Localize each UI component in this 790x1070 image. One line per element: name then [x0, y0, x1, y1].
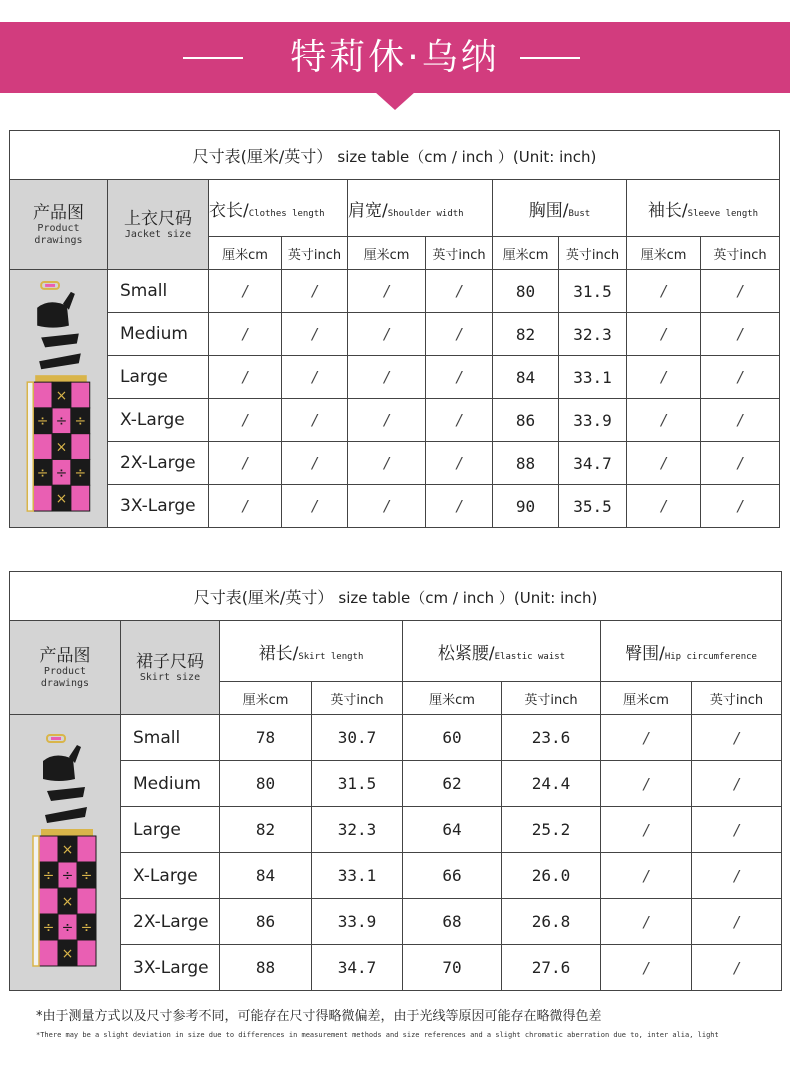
product-image-cell [10, 715, 121, 991]
unit-inch: 英寸inch [282, 237, 348, 270]
size-label: 3X-Large [121, 945, 220, 991]
jacket-size-header-zh: 上衣尺码 [124, 208, 192, 229]
svg-text:÷: ÷ [42, 919, 55, 936]
table-cell: 24.4 [502, 761, 601, 807]
table-cell: 86 [493, 399, 559, 442]
table-cell: / [209, 485, 282, 528]
table-cell: / [692, 807, 782, 853]
table-cell: / [348, 313, 426, 356]
svg-text:×: × [61, 841, 74, 858]
svg-text:÷: ÷ [42, 867, 55, 884]
table-cell: 31.5 [312, 761, 403, 807]
table-cell: / [282, 313, 348, 356]
unit-cm: 厘米cm [601, 682, 692, 715]
col-zh: 臀围/ [625, 643, 665, 664]
table-row [10, 270, 780, 313]
col-zh: 松紧腰/ [437, 643, 495, 664]
table-cell: 78 [220, 715, 312, 761]
disclaimer-en: *There may be a slight deviation in size due to differences in measurement methods and size references and a slight chromatic aberration due to, inter alia, light [36, 1031, 719, 1039]
table-cell: 26.8 [502, 899, 601, 945]
skirt-size-header-zh: 裙子尺码 [136, 651, 204, 672]
col-en: Sleeve length [687, 208, 759, 219]
unit-inch: 英寸inch [692, 682, 782, 715]
table-cell: / [692, 715, 782, 761]
table-cell: / [701, 485, 780, 528]
table-cell: 88 [220, 945, 312, 991]
table-cell: / [282, 270, 348, 313]
jacket-title-en: size table（cm / inch ）(Unit: inch) [337, 147, 597, 166]
table-cell: / [701, 399, 780, 442]
table-cell: 90 [493, 485, 559, 528]
table-cell: / [426, 356, 493, 399]
table-cell: / [426, 485, 493, 528]
table-cell: / [627, 442, 701, 485]
size-label: Small [108, 270, 209, 313]
size-label: Large [121, 807, 220, 853]
table-cell: / [627, 485, 701, 528]
table-cell: 32.3 [312, 807, 403, 853]
table-cell: 34.7 [312, 945, 403, 991]
col-zh: 衣长/ [209, 200, 249, 221]
table-row [10, 853, 782, 899]
table-cell: / [701, 270, 780, 313]
table-cell: / [701, 356, 780, 399]
svg-text:×: × [55, 490, 67, 507]
table-cell: 26.0 [502, 853, 601, 899]
unit-cm: 厘米cm [348, 237, 426, 270]
product-drawings-header [10, 180, 108, 270]
jacket-size-header [108, 180, 209, 270]
product-image-cell [10, 270, 108, 528]
col-en: Elastic waist [494, 651, 566, 662]
table-cell: 27.6 [502, 945, 601, 991]
table-cell: 84 [220, 853, 312, 899]
table-cell: / [209, 399, 282, 442]
table-cell: / [426, 442, 493, 485]
table-cell: / [627, 356, 701, 399]
product-drawings-header [10, 621, 121, 715]
col-en: Skirt length [298, 651, 364, 662]
table-cell: 82 [220, 807, 312, 853]
table-cell: / [601, 899, 692, 945]
table-cell: / [348, 485, 426, 528]
bust-header [493, 180, 627, 237]
skirt-size-header [121, 621, 220, 715]
svg-text:×: × [55, 387, 67, 404]
table-cell: 70 [403, 945, 502, 991]
table-cell: / [209, 442, 282, 485]
table-cell: 62 [403, 761, 502, 807]
table-cell: / [209, 313, 282, 356]
svg-text:÷: ÷ [55, 464, 67, 481]
table-cell: 34.7 [559, 442, 627, 485]
skirt-size-header-en: Skirt size [139, 671, 201, 683]
size-label: X-Large [108, 399, 209, 442]
skirt-table-title [10, 572, 782, 621]
table-cell: 33.1 [312, 853, 403, 899]
col-zh: 肩宽/ [348, 200, 388, 221]
size-label: 2X-Large [108, 442, 209, 485]
clothes-length-header [209, 180, 348, 237]
col-en: Bust [568, 208, 591, 219]
table-cell: / [692, 853, 782, 899]
table-cell: / [692, 899, 782, 945]
table-cell: 86 [220, 899, 312, 945]
unit-cm: 厘米cm [220, 682, 312, 715]
col-zh: 袖长/ [647, 200, 688, 221]
skirt-title-zh: 尺寸表(厘米/英寸） [193, 587, 334, 607]
table-cell: / [282, 356, 348, 399]
svg-text:÷: ÷ [36, 464, 48, 481]
table-cell: / [701, 442, 780, 485]
table-cell: / [701, 313, 780, 356]
table-cell: 64 [403, 807, 502, 853]
table-cell: 80 [220, 761, 312, 807]
unit-cm: 厘米cm [493, 237, 559, 270]
col-en: Shoulder width [387, 208, 464, 219]
table-row [10, 485, 780, 528]
table-cell: 66 [403, 853, 502, 899]
table-cell: 33.9 [559, 399, 627, 442]
table-cell: / [426, 399, 493, 442]
col-en: Clothes length [248, 208, 325, 219]
product-header-zh: 产品图 [39, 645, 91, 666]
table-cell: 68 [403, 899, 502, 945]
disclaimer-zh: *由于测量方式以及尺寸参考不同，可能存在尺寸得略微偏差，由于光线等原因可能存在略微得色差 [36, 1009, 602, 1024]
table-cell: / [627, 270, 701, 313]
svg-text:÷: ÷ [74, 413, 86, 430]
size-label: Medium [121, 761, 220, 807]
table-row [10, 807, 782, 853]
skirt-length-header [220, 621, 403, 682]
table-cell: / [348, 442, 426, 485]
elastic-waist-header [403, 621, 601, 682]
size-label: 3X-Large [108, 485, 209, 528]
table-cell: 60 [403, 715, 502, 761]
table-cell: 33.9 [312, 899, 403, 945]
table-cell: 30.7 [312, 715, 403, 761]
svg-text:÷: ÷ [61, 919, 74, 936]
costume-figure-illustration [25, 731, 105, 971]
unit-inch: 英寸inch [502, 682, 601, 715]
svg-text:÷: ÷ [80, 867, 93, 884]
unit-inch: 英寸inch [426, 237, 493, 270]
table-row [10, 715, 782, 761]
table-cell: / [601, 853, 692, 899]
product-header-en: Product drawings [34, 222, 83, 246]
size-label: Large [108, 356, 209, 399]
table-row [10, 356, 780, 399]
unit-cm: 厘米cm [209, 237, 282, 270]
unit-cm: 厘米cm [403, 682, 502, 715]
table-row [10, 313, 780, 356]
size-label: 2X-Large [121, 899, 220, 945]
svg-text:÷: ÷ [80, 919, 93, 936]
jacket-size-table [9, 130, 780, 528]
table-cell: 35.5 [559, 485, 627, 528]
col-en: Hip circumference [664, 651, 757, 662]
jacket-table-title [10, 131, 780, 180]
unit-inch: 英寸inch [312, 682, 403, 715]
svg-text:÷: ÷ [61, 867, 74, 884]
table-row [10, 761, 782, 807]
svg-text:÷: ÷ [55, 413, 67, 430]
table-cell: / [601, 715, 692, 761]
table-cell: / [426, 270, 493, 313]
skirt-size-table [9, 571, 782, 991]
page-title: 特莉休·乌纳 [290, 37, 500, 78]
size-label: Small [121, 715, 220, 761]
table-cell: / [627, 399, 701, 442]
table-cell: 25.2 [502, 807, 601, 853]
jacket-title-zh: 尺寸表(厘米/英寸） [192, 146, 333, 166]
skirt-title-en: size table（cm / inch ）(Unit: inch) [338, 588, 598, 607]
size-label: X-Large [121, 853, 220, 899]
table-cell: / [627, 313, 701, 356]
table-cell: / [601, 807, 692, 853]
svg-text:×: × [61, 945, 74, 962]
table-cell: 23.6 [502, 715, 601, 761]
table-cell: / [282, 399, 348, 442]
table-cell: 31.5 [559, 270, 627, 313]
product-header-zh: 产品图 [33, 202, 84, 223]
sleeve-length-header [627, 180, 780, 237]
costume-figure-illustration [19, 278, 99, 516]
table-cell: / [209, 270, 282, 313]
table-cell: / [348, 356, 426, 399]
table-row [10, 442, 780, 485]
table-cell: 88 [493, 442, 559, 485]
col-zh: 胸围/ [528, 200, 569, 221]
table-cell: 32.3 [559, 313, 627, 356]
unit-inch: 英寸inch [559, 237, 627, 270]
svg-text:×: × [55, 439, 67, 456]
table-cell: 84 [493, 356, 559, 399]
svg-text:×: × [61, 893, 74, 910]
table-cell: / [692, 945, 782, 991]
svg-text:÷: ÷ [74, 464, 86, 481]
table-cell: 33.1 [559, 356, 627, 399]
table-cell: 80 [493, 270, 559, 313]
size-label: Medium [108, 313, 209, 356]
table-cell: / [209, 356, 282, 399]
shoulder-width-header [348, 180, 493, 237]
table-cell: / [601, 761, 692, 807]
table-cell: / [348, 399, 426, 442]
hip-circumference-header [601, 621, 782, 682]
product-header-en: Product drawings [40, 665, 90, 689]
table-cell: / [692, 761, 782, 807]
banner-notch [375, 92, 415, 110]
table-cell: 82 [493, 313, 559, 356]
table-cell: / [601, 945, 692, 991]
unit-inch: 英寸inch [701, 237, 780, 270]
table-cell: / [348, 270, 426, 313]
table-cell: / [426, 313, 493, 356]
svg-text:÷: ÷ [36, 413, 48, 430]
table-row [10, 399, 780, 442]
jacket-size-header-en: Jacket size [124, 228, 192, 240]
table-cell: / [282, 442, 348, 485]
table-row [10, 899, 782, 945]
col-zh: 裙长/ [258, 643, 299, 664]
table-row [10, 945, 782, 991]
table-cell: / [282, 485, 348, 528]
unit-cm: 厘米cm [627, 237, 701, 270]
